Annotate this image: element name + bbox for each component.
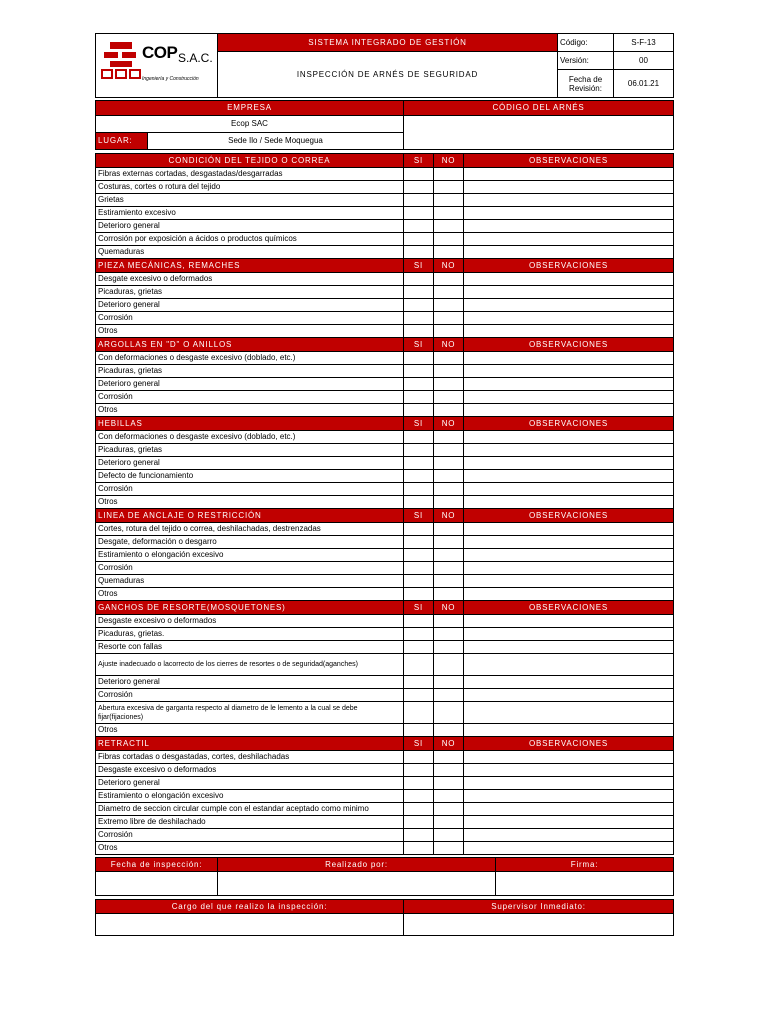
observation-field[interactable] xyxy=(464,246,674,259)
code-label: Código: xyxy=(558,34,614,52)
section-title: GANCHOS DE RESORTE(MOSQUETONES) xyxy=(96,601,404,615)
observation-field[interactable] xyxy=(464,286,674,299)
checklist-item-label: Estiramiento excesivo xyxy=(96,207,404,220)
checklist-item-label: Corrosión xyxy=(96,689,404,702)
supervisor-block xyxy=(95,899,674,936)
no-checkbox-cell[interactable] xyxy=(434,803,464,816)
checklist-item-label: Con deformaciones o desgaste excesivo (doblado, etc.) xyxy=(96,352,404,365)
no-checkbox-cell[interactable] xyxy=(434,549,464,562)
observation-field[interactable] xyxy=(464,777,674,790)
observation-field[interactable] xyxy=(464,483,674,496)
fecha-label: Fecha de inspección: xyxy=(96,858,218,872)
no-checkbox-cell[interactable] xyxy=(434,536,464,549)
checklist-item-label: Abertura excesiva de garganta respecto al diametro de le lemento a la cual se debe fijar(fijaciones) xyxy=(96,702,404,724)
checklist-item-label: Deterioro general xyxy=(96,299,404,312)
no-checkbox-cell[interactable] xyxy=(434,523,464,536)
si-checkbox-cell[interactable] xyxy=(404,523,434,536)
checklist-row xyxy=(96,168,674,181)
observation-field[interactable] xyxy=(464,470,674,483)
checklist-item-label: Extremo libre de deshilachado xyxy=(96,816,404,829)
no-checkbox-cell[interactable] xyxy=(434,816,464,829)
no-checkbox-cell[interactable] xyxy=(434,457,464,470)
checklist-item-label: Deterioro general xyxy=(96,777,404,790)
observaciones-column-header: OBSERVACIONES xyxy=(464,338,674,352)
checklist-row xyxy=(96,790,674,803)
section-title: RETRACTIL xyxy=(96,737,404,751)
no-checkbox-cell[interactable] xyxy=(434,168,464,181)
checklist-item-label: Costuras, cortes o rotura del tejido xyxy=(96,181,404,194)
company-logo xyxy=(96,34,218,98)
no-checkbox-cell[interactable] xyxy=(434,641,464,654)
no-checkbox-cell[interactable] xyxy=(434,246,464,259)
no-checkbox-cell[interactable] xyxy=(434,689,464,702)
revision-value: 06.01.21 xyxy=(614,70,674,98)
si-checkbox-cell[interactable] xyxy=(404,689,434,702)
inspection-form xyxy=(95,33,673,936)
logo-tagline: Ingeniería y Construcción xyxy=(142,76,199,82)
observaciones-column-header: OBSERVACIONES xyxy=(464,154,674,168)
no-column-header: NO xyxy=(434,259,464,273)
checklist-item-label: Corrosión xyxy=(96,391,404,404)
checklist-row xyxy=(96,325,674,338)
harness-code-header: CÓDIGO DEL ARNÉS xyxy=(404,101,674,116)
checklist-item-label: Defecto de funcionamiento xyxy=(96,470,404,483)
logo-mark-icon xyxy=(100,40,142,84)
no-column-header: NO xyxy=(434,338,464,352)
si-checkbox-cell[interactable] xyxy=(404,588,434,601)
no-checkbox-cell[interactable] xyxy=(434,233,464,246)
si-column-header: SI xyxy=(404,601,434,615)
checklist-row xyxy=(96,575,674,588)
form-header xyxy=(95,33,674,98)
checklist-item-label: Diametro de seccion circular cumple con el estandar aceptado como minimo xyxy=(96,803,404,816)
observation-field[interactable] xyxy=(464,352,674,365)
checklist-item-label: Quemaduras xyxy=(96,575,404,588)
no-checkbox-cell[interactable] xyxy=(434,325,464,338)
observation-field[interactable] xyxy=(464,689,674,702)
system-title: SISTEMA INTEGRADO DE GESTIÓN xyxy=(218,34,558,52)
si-checkbox-cell[interactable] xyxy=(404,181,434,194)
checklist-item-label: Otros xyxy=(96,325,404,338)
checklist-item-label: Picaduras, grietas xyxy=(96,365,404,378)
empresa-header: EMPRESA xyxy=(96,101,404,116)
section-title: CONDICIÓN DEL TEJIDO O CORREA xyxy=(96,154,404,168)
observation-field[interactable] xyxy=(464,233,674,246)
section-header-row xyxy=(96,509,674,523)
checklist-row xyxy=(96,724,674,737)
no-checkbox-cell[interactable] xyxy=(434,628,464,641)
observation-field[interactable] xyxy=(464,842,674,855)
fecha-field[interactable] xyxy=(96,872,218,896)
no-checkbox-cell[interactable] xyxy=(434,724,464,737)
checklist-row xyxy=(96,562,674,575)
observation-field[interactable] xyxy=(464,365,674,378)
si-column-header: SI xyxy=(404,417,434,431)
checklist-row xyxy=(96,777,674,790)
no-checkbox-cell[interactable] xyxy=(434,444,464,457)
si-checkbox-cell[interactable] xyxy=(404,676,434,689)
si-checkbox-cell[interactable] xyxy=(404,641,434,654)
si-checkbox-cell[interactable] xyxy=(404,562,434,575)
checklist-row xyxy=(96,404,674,417)
si-checkbox-cell[interactable] xyxy=(404,575,434,588)
no-checkbox-cell[interactable] xyxy=(434,365,464,378)
observation-field[interactable] xyxy=(464,536,674,549)
checklist-item-label: Picaduras, grietas xyxy=(96,444,404,457)
si-checkbox-cell[interactable] xyxy=(404,816,434,829)
checklist-item-label: Desgate excesivo o deformados xyxy=(96,273,404,286)
si-checkbox-cell[interactable] xyxy=(404,207,434,220)
realizado-field[interactable] xyxy=(218,872,496,896)
si-checkbox-cell[interactable] xyxy=(404,246,434,259)
observation-field[interactable] xyxy=(464,220,674,233)
checklist-row xyxy=(96,496,674,509)
no-checkbox-cell[interactable] xyxy=(434,764,464,777)
no-checkbox-cell[interactable] xyxy=(434,575,464,588)
checklist-item-label: Otros xyxy=(96,724,404,737)
checklist-row xyxy=(96,803,674,816)
observation-field[interactable] xyxy=(464,168,674,181)
no-checkbox-cell[interactable] xyxy=(434,654,464,676)
observation-field[interactable] xyxy=(464,588,674,601)
checklist-row xyxy=(96,207,674,220)
observation-field[interactable] xyxy=(464,829,674,842)
checklist-row xyxy=(96,378,674,391)
si-checkbox-cell[interactable] xyxy=(404,457,434,470)
observation-field[interactable] xyxy=(464,615,674,628)
no-column-header: NO xyxy=(434,417,464,431)
checklist-item-label: Desgaste excesivo o deformados xyxy=(96,764,404,777)
checklist-item-label: Deterioro general xyxy=(96,378,404,391)
no-checkbox-cell[interactable] xyxy=(434,829,464,842)
si-checkbox-cell[interactable] xyxy=(404,496,434,509)
section-title: HEBILLAS xyxy=(96,417,404,431)
no-checkbox-cell[interactable] xyxy=(434,220,464,233)
checklist-row xyxy=(96,194,674,207)
observation-field[interactable] xyxy=(464,816,674,829)
section-header-row xyxy=(96,259,674,273)
checklist-item-label: Grietas xyxy=(96,194,404,207)
no-checkbox-cell[interactable] xyxy=(434,207,464,220)
si-checkbox-cell[interactable] xyxy=(404,777,434,790)
checklist-row xyxy=(96,523,674,536)
observaciones-column-header: OBSERVACIONES xyxy=(464,417,674,431)
checklist-row xyxy=(96,689,674,702)
si-column-header: SI xyxy=(404,154,434,168)
no-checkbox-cell[interactable] xyxy=(434,496,464,509)
no-checkbox-cell[interactable] xyxy=(434,286,464,299)
si-checkbox-cell[interactable] xyxy=(404,628,434,641)
no-checkbox-cell[interactable] xyxy=(434,431,464,444)
observation-field[interactable] xyxy=(464,404,674,417)
checklist-item-label: Deterioro general xyxy=(96,220,404,233)
observation-field[interactable] xyxy=(464,181,674,194)
si-checkbox-cell[interactable] xyxy=(404,549,434,562)
si-checkbox-cell[interactable] xyxy=(404,483,434,496)
observation-field[interactable] xyxy=(464,676,674,689)
observation-field[interactable] xyxy=(464,207,674,220)
section-header-row xyxy=(96,737,674,751)
checklist-item-label: Otros xyxy=(96,588,404,601)
si-checkbox-cell[interactable] xyxy=(404,299,434,312)
si-checkbox-cell[interactable] xyxy=(404,273,434,286)
no-checkbox-cell[interactable] xyxy=(434,181,464,194)
checklist-row xyxy=(96,483,674,496)
si-checkbox-cell[interactable] xyxy=(404,194,434,207)
no-checkbox-cell[interactable] xyxy=(434,842,464,855)
observation-field[interactable] xyxy=(464,312,674,325)
checklist-item-label: Corrosión xyxy=(96,562,404,575)
checklist-row xyxy=(96,246,674,259)
si-checkbox-cell[interactable] xyxy=(404,220,434,233)
checklist-item-label: Corrosión xyxy=(96,483,404,496)
checklist-item-label: Con deformaciones o desgaste excesivo (doblado, etc.) xyxy=(96,431,404,444)
si-checkbox-cell[interactable] xyxy=(404,724,434,737)
checklist-row xyxy=(96,549,674,562)
no-checkbox-cell[interactable] xyxy=(434,676,464,689)
checklist-table xyxy=(95,153,674,855)
no-checkbox-cell[interactable] xyxy=(434,299,464,312)
si-checkbox-cell[interactable] xyxy=(404,404,434,417)
observaciones-column-header: OBSERVACIONES xyxy=(464,737,674,751)
observation-field[interactable] xyxy=(464,325,674,338)
checklist-row xyxy=(96,286,674,299)
empresa-value[interactable]: Ecop SAC xyxy=(96,116,404,133)
checklist-item-label: Ajuste inadecuado o lacorrecto de los cierres de resortes o de seguridad(aganches) xyxy=(96,654,404,676)
no-checkbox-cell[interactable] xyxy=(434,483,464,496)
no-checkbox-cell[interactable] xyxy=(434,751,464,764)
company-block xyxy=(95,100,674,150)
si-checkbox-cell[interactable] xyxy=(404,764,434,777)
checklist-item-label: Picaduras, grietas. xyxy=(96,628,404,641)
checklist-item-label: Quemaduras xyxy=(96,246,404,259)
checklist-row xyxy=(96,312,674,325)
checklist-item-label: Estiramiento o elongación excesivo xyxy=(96,549,404,562)
si-column-header: SI xyxy=(404,509,434,523)
si-checkbox-cell[interactable] xyxy=(404,470,434,483)
si-checkbox-cell[interactable] xyxy=(404,444,434,457)
observation-field[interactable] xyxy=(464,549,674,562)
si-checkbox-cell[interactable] xyxy=(404,378,434,391)
observation-field[interactable] xyxy=(464,523,674,536)
checklist-row xyxy=(96,365,674,378)
si-checkbox-cell[interactable] xyxy=(404,842,434,855)
version-label: Versión: xyxy=(558,52,614,70)
lugar-label: LUGAR: xyxy=(96,133,148,150)
no-checkbox-cell[interactable] xyxy=(434,352,464,365)
checklist-item-label: Cortes, rotura del tejido o correa, deshilachadas, destrenzadas xyxy=(96,523,404,536)
no-checkbox-cell[interactable] xyxy=(434,470,464,483)
checklist-row xyxy=(96,470,674,483)
no-checkbox-cell[interactable] xyxy=(434,404,464,417)
checklist-row xyxy=(96,352,674,365)
observation-field[interactable] xyxy=(464,641,674,654)
checklist-row xyxy=(96,842,674,855)
no-checkbox-cell[interactable] xyxy=(434,702,464,724)
observation-field[interactable] xyxy=(464,496,674,509)
checklist-item-label: Resorte con fallas xyxy=(96,641,404,654)
observation-field[interactable] xyxy=(464,790,674,803)
si-checkbox-cell[interactable] xyxy=(404,431,434,444)
si-checkbox-cell[interactable] xyxy=(404,536,434,549)
no-column-header: NO xyxy=(434,154,464,168)
checklist-row xyxy=(96,457,674,470)
si-checkbox-cell[interactable] xyxy=(404,312,434,325)
checklist-row xyxy=(96,181,674,194)
checklist-item-label: Otros xyxy=(96,496,404,509)
checklist-row xyxy=(96,628,674,641)
observaciones-column-header: OBSERVACIONES xyxy=(464,601,674,615)
checklist-row xyxy=(96,220,674,233)
checklist-item-label: Otros xyxy=(96,404,404,417)
observation-field[interactable] xyxy=(464,444,674,457)
revision-label: Fecha de Revisión: xyxy=(558,70,614,98)
no-checkbox-cell[interactable] xyxy=(434,391,464,404)
harness-code-field[interactable] xyxy=(404,116,674,150)
no-checkbox-cell[interactable] xyxy=(434,777,464,790)
si-checkbox-cell[interactable] xyxy=(404,615,434,628)
observation-field[interactable] xyxy=(464,702,674,724)
checklist-row xyxy=(96,233,674,246)
si-checkbox-cell[interactable] xyxy=(404,829,434,842)
checklist-item-label: Corrosión por exposición a ácidos o productos químicos xyxy=(96,233,404,246)
checklist-row xyxy=(96,702,674,724)
si-checkbox-cell[interactable] xyxy=(404,352,434,365)
cargo-label: Cargo del que realizo la inspección: xyxy=(96,900,404,914)
no-column-header: NO xyxy=(434,737,464,751)
logo-suffix: S.A.C. xyxy=(178,51,213,65)
signature-block xyxy=(95,857,674,896)
section-header-row xyxy=(96,601,674,615)
observation-field[interactable] xyxy=(464,194,674,207)
firma-label: Firma: xyxy=(496,858,674,872)
checklist-row xyxy=(96,536,674,549)
checklist-row xyxy=(96,391,674,404)
no-checkbox-cell[interactable] xyxy=(434,790,464,803)
observation-field[interactable] xyxy=(464,562,674,575)
observation-field[interactable] xyxy=(464,378,674,391)
si-column-header: SI xyxy=(404,737,434,751)
checklist-item-label: Corrosión xyxy=(96,312,404,325)
section-title: LINEA DE ANCLAJE O RESTRICCIÓN xyxy=(96,509,404,523)
checklist-item-label: Estiramiento o elongación excesivo xyxy=(96,790,404,803)
si-checkbox-cell[interactable] xyxy=(404,168,434,181)
si-checkbox-cell[interactable] xyxy=(404,325,434,338)
si-checkbox-cell[interactable] xyxy=(404,803,434,816)
observation-field[interactable] xyxy=(464,431,674,444)
no-column-header: NO xyxy=(434,601,464,615)
observation-field[interactable] xyxy=(464,575,674,588)
version-value: 00 xyxy=(614,52,674,70)
checklist-item-label: Fibras externas cortadas, desgastadas/desgarradas xyxy=(96,168,404,181)
checklist-item-label: Corrosión xyxy=(96,829,404,842)
checklist-item-label: Desgaste excesivo o deformados xyxy=(96,615,404,628)
observation-field[interactable] xyxy=(464,764,674,777)
no-checkbox-cell[interactable] xyxy=(434,312,464,325)
si-checkbox-cell[interactable] xyxy=(404,286,434,299)
observation-field[interactable] xyxy=(464,457,674,470)
supervisor-field[interactable] xyxy=(404,914,674,936)
no-checkbox-cell[interactable] xyxy=(434,273,464,286)
no-checkbox-cell[interactable] xyxy=(434,378,464,391)
checklist-row xyxy=(96,816,674,829)
observaciones-column-header: OBSERVACIONES xyxy=(464,509,674,523)
si-column-header: SI xyxy=(404,259,434,273)
no-checkbox-cell[interactable] xyxy=(434,588,464,601)
si-column-header: SI xyxy=(404,338,434,352)
observation-field[interactable] xyxy=(464,273,674,286)
observaciones-column-header: OBSERVACIONES xyxy=(464,259,674,273)
si-checkbox-cell[interactable] xyxy=(404,702,434,724)
observation-field[interactable] xyxy=(464,654,674,676)
checklist-row xyxy=(96,588,674,601)
cargo-field[interactable] xyxy=(96,914,404,936)
checklist-item-label: Picaduras, grietas xyxy=(96,286,404,299)
checklist-row xyxy=(96,615,674,628)
checklist-item-label: Otros xyxy=(96,842,404,855)
checklist-row xyxy=(96,273,674,286)
section-header-row xyxy=(96,417,674,431)
section-title: PIEZA MECÁNICAS, REMACHES xyxy=(96,259,404,273)
checklist-item-label: Deterioro general xyxy=(96,457,404,470)
observation-field[interactable] xyxy=(464,299,674,312)
observation-field[interactable] xyxy=(464,724,674,737)
si-checkbox-cell[interactable] xyxy=(404,790,434,803)
doc-title: INSPECCIÓN DE ARNÉS DE SEGURIDAD xyxy=(218,52,558,98)
checklist-row xyxy=(96,641,674,654)
firma-field[interactable] xyxy=(496,872,674,896)
checklist-item-label: Desgate, deformación o desgarro xyxy=(96,536,404,549)
observation-field[interactable] xyxy=(464,751,674,764)
checklist-row xyxy=(96,751,674,764)
checklist-row xyxy=(96,431,674,444)
checklist-row xyxy=(96,444,674,457)
si-checkbox-cell[interactable] xyxy=(404,365,434,378)
code-value: S-F-13 xyxy=(614,34,674,52)
si-checkbox-cell[interactable] xyxy=(404,751,434,764)
lugar-value[interactable]: Sede Ilo / Sede Moquegua xyxy=(148,133,404,150)
supervisor-label: Supervisor Inmediato: xyxy=(404,900,674,914)
checklist-row xyxy=(96,764,674,777)
section-title: ARGOLLAS EN "D" O ANILLOS xyxy=(96,338,404,352)
logo-text: COP xyxy=(142,43,178,62)
checklist-item-label: Fibras cortadas o desgastadas, cortes, deshilachadas xyxy=(96,751,404,764)
no-checkbox-cell[interactable] xyxy=(434,562,464,575)
no-checkbox-cell[interactable] xyxy=(434,615,464,628)
checklist-row xyxy=(96,829,674,842)
observation-field[interactable] xyxy=(464,391,674,404)
no-checkbox-cell[interactable] xyxy=(434,194,464,207)
section-header-row xyxy=(96,154,674,168)
si-checkbox-cell[interactable] xyxy=(404,391,434,404)
no-column-header: NO xyxy=(434,509,464,523)
si-checkbox-cell[interactable] xyxy=(404,654,434,676)
checklist-item-label: Deterioro general xyxy=(96,676,404,689)
section-header-row xyxy=(96,338,674,352)
observation-field[interactable] xyxy=(464,628,674,641)
si-checkbox-cell[interactable] xyxy=(404,233,434,246)
observation-field[interactable] xyxy=(464,803,674,816)
realizado-label: Realizado por: xyxy=(218,858,496,872)
checklist-row xyxy=(96,299,674,312)
checklist-row xyxy=(96,654,674,676)
checklist-row xyxy=(96,676,674,689)
